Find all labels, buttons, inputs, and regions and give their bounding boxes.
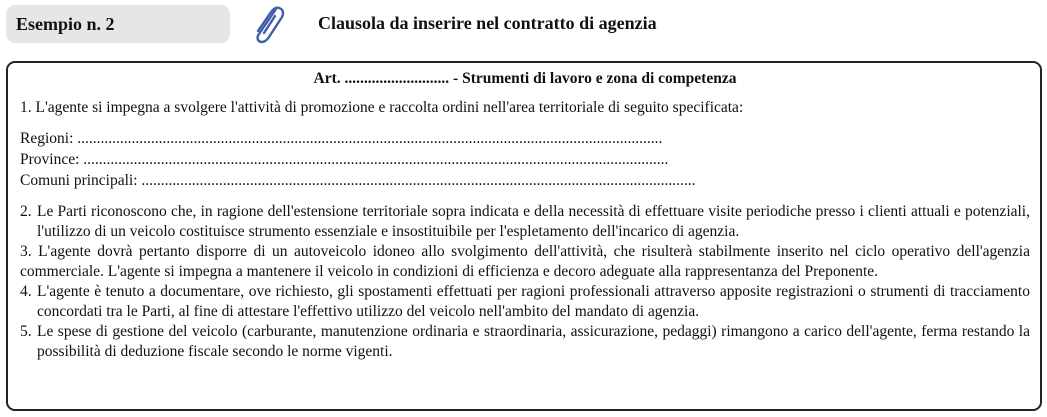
item-number: 4. [20, 283, 32, 300]
item-number: 5. [20, 323, 32, 340]
item-number: 2. [20, 203, 32, 220]
comuni-field: Comuni principali: ............................................................................................................................................... [20, 172, 696, 189]
item-text: L'agente è tenuto a documentare, ove richiesto, gli spostamenti effettuati per ragioni professionali attraverso apposite registrazioni o strumenti di tracciamento concordati tra le Parti, al fine di attestare l'effettivo utilizzo del veicolo nell'ambito del mandato di agenzia. [37, 283, 1030, 320]
clause-item-4 [20, 282, 1030, 322]
item-text [20, 242, 1030, 282]
clause-box [6, 61, 1042, 411]
example-label-text: Esempio n. 2 [16, 13, 115, 34]
item-text: Le Parti riconoscono che, in ragione dell'estensione territoriale sopra indicata e della necessità di effettuare visite periodiche presso i clienti attuali e potenziali, l'utilizzo di un veicolo costituisce strumento essenziale e insostituibile per l'espletamento dell'incarico di agenzia. [37, 203, 1030, 240]
paperclip-icon [246, 3, 290, 47]
item-body: L'agente dovrà pertanto disporre di un autoveicolo idoneo allo svolgimento dell'attività, che risulterà stabilmente inserito nel ciclo operativo dell'agenzia commerciale. L'agente si impegna a mantenere il veicolo in condizioni di efficienza e decoro adeguate alla rappresentanza del Preponente. [20, 243, 1030, 280]
item-text: Le spese di gestione del veicolo (carburante, manutenzione ordinaria e straordinaria, assicurazione, pedaggi) rimangono a carico dell'agente, ferma restando la possibilità di deduzione fiscale secondo le norme vigenti. [37, 323, 1030, 360]
item-number: 3. [20, 243, 32, 260]
territory-fields [20, 128, 1030, 191]
clause-item-2 [20, 202, 1030, 242]
clause-item-3 [20, 242, 1030, 282]
province-field: Province: ....................................................................................................................................................... [20, 151, 669, 168]
clause-item-1: 1. L'agente si impegna a svolgere l'attività di promozione e raccolta ordini nell'area territoriale di seguito specificata: [20, 99, 744, 116]
page-title: Clausola da inserire nel contratto di agenzia [318, 13, 657, 33]
clause-item-5 [20, 322, 1030, 362]
example-label [6, 5, 230, 43]
article-title: Art. ........................... - Strumenti di lavoro e zona di competenza [313, 70, 737, 87]
regioni-field: Regioni: ....................................................................................................................................................... [20, 130, 663, 147]
